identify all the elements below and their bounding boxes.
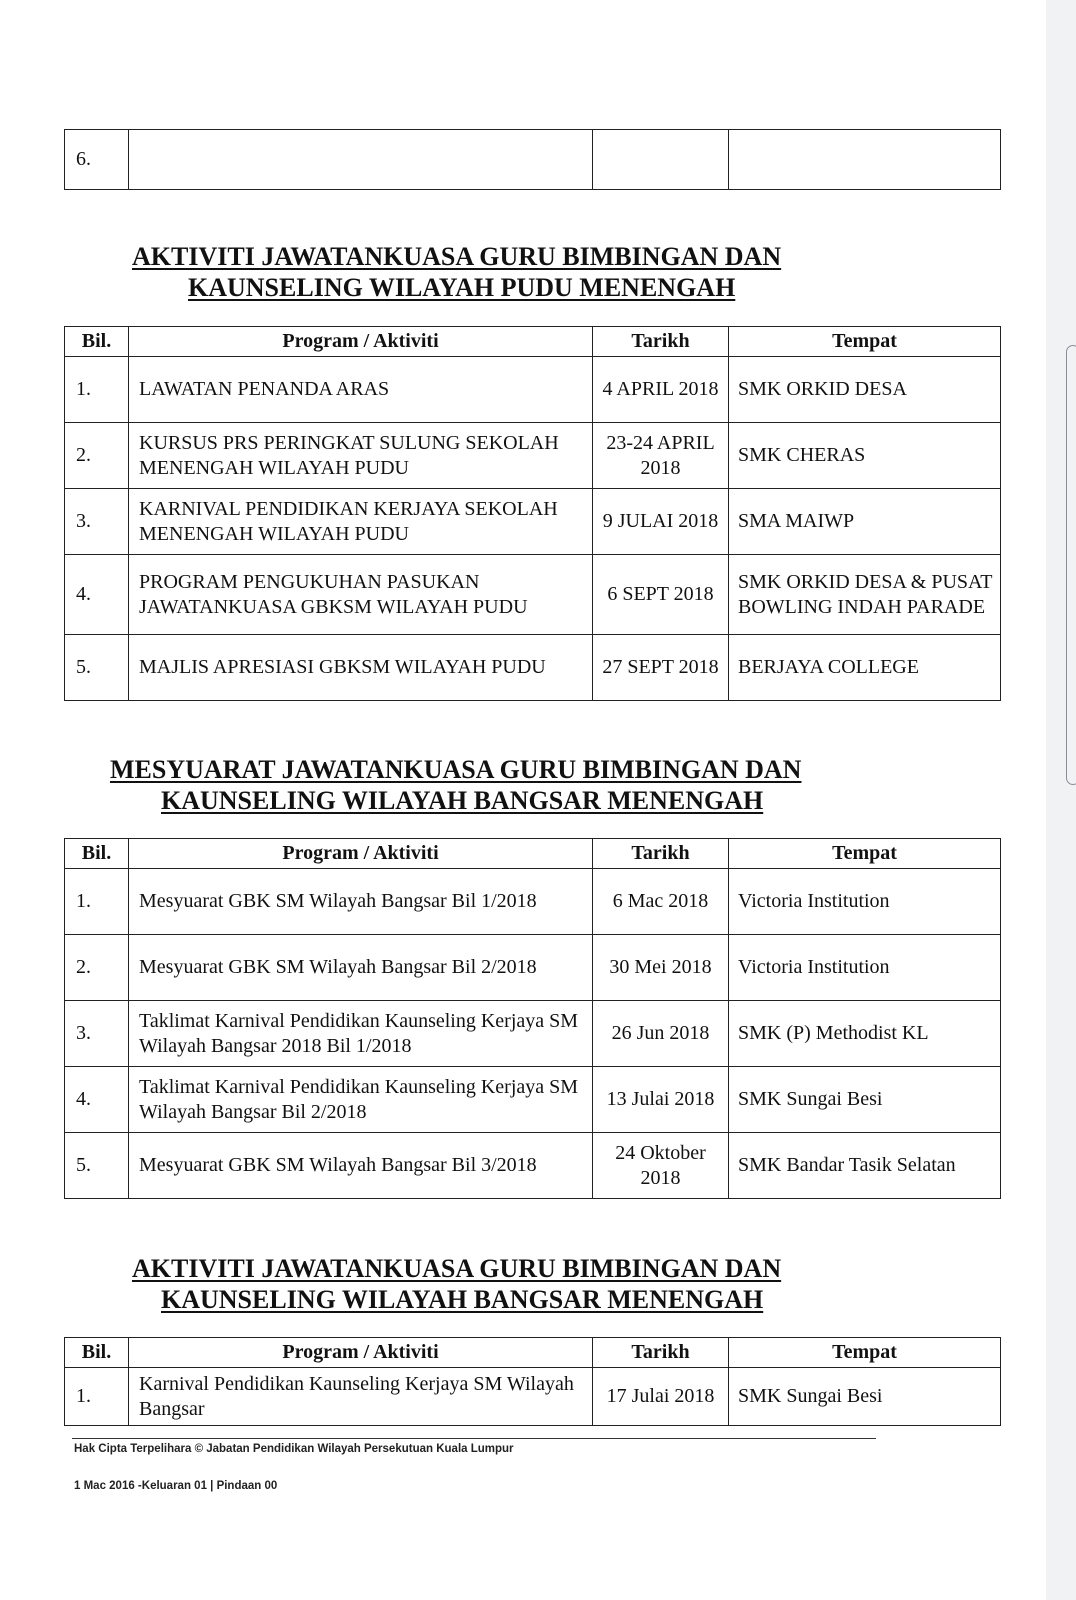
cell-bil: 4.: [65, 555, 129, 635]
cell-date: 6 Mac 2018: [593, 869, 729, 935]
section2-table: [64, 838, 1001, 1199]
section1-title-line1: AKTIVITI JAWATANKUASA GURU BIMBINGAN DAN: [132, 242, 782, 271]
section3-title-line1: AKTIVITI JAWATANKUASA GURU BIMBINGAN DAN: [132, 1254, 782, 1283]
header-place: Tempat: [729, 1338, 1001, 1368]
cell-place: Victoria Institution: [729, 869, 1001, 935]
header-program: Program / Aktiviti: [129, 327, 593, 357]
cell-program: Mesyuarat GBK SM Wilayah Bangsar Bil 2/2018: [129, 935, 593, 1001]
cell-bil: 3.: [65, 489, 129, 555]
cell-program: Taklimat Karnival Pendidikan Kaunseling Kerjaya SM Wilayah Bangsar 2018 Bil 1/2018: [129, 1001, 593, 1067]
section2-title-line1: MESYUARAT JAWATANKUASA GURU BIMBINGAN DAN: [110, 755, 802, 784]
cell-date: 17 Julai 2018: [593, 1368, 729, 1426]
section2-title-line2: KAUNSELING WILAYAH BANGSAR MENENGAH: [161, 786, 764, 815]
table-row: [65, 130, 1001, 190]
header-date: Tarikh: [593, 839, 729, 869]
table-row: [65, 1001, 1001, 1067]
table-header-row: [65, 327, 1001, 357]
table-row: [65, 555, 1001, 635]
cell-place: [729, 130, 1001, 190]
cell-date: 9 JULAI 2018: [593, 489, 729, 555]
header-date: Tarikh: [593, 327, 729, 357]
cell-program: Taklimat Karnival Pendidikan Kaunseling Kerjaya SM Wilayah Bangsar Bil 2/2018: [129, 1067, 593, 1133]
cell-program: Karnival Pendidikan Kaunseling Kerjaya SM Wilayah Bangsar: [129, 1368, 593, 1426]
cell-place: SMK Sungai Besi: [729, 1368, 1001, 1426]
cell-program: MAJLIS APRESIASI GBKSM WILAYAH PUDU: [129, 635, 593, 701]
cell-place: BERJAYA COLLEGE: [729, 635, 1001, 701]
cell-place: SMK (P) Methodist KL: [729, 1001, 1001, 1067]
cell-program: [129, 130, 593, 190]
table-row: [65, 423, 1001, 489]
cell-bil: 4.: [65, 1067, 129, 1133]
cell-place: SMK Bandar Tasik Selatan: [729, 1133, 1001, 1199]
header-program: Program / Aktiviti: [129, 839, 593, 869]
cell-bil: 5.: [65, 1133, 129, 1199]
header-bil: Bil.: [65, 839, 129, 869]
table-header-row: [65, 1338, 1001, 1368]
table-row: [65, 357, 1001, 423]
side-panel: [1046, 0, 1076, 1600]
previous-table-tail: [64, 129, 1001, 190]
cell-place: SMK CHERAS: [729, 423, 1001, 489]
section3-title-line2: KAUNSELING WILAYAH BANGSAR MENENGAH: [161, 1285, 764, 1314]
cell-place: SMK ORKID DESA: [729, 357, 1001, 423]
cell-program: KURSUS PRS PERINGKAT SULUNG SEKOLAH MENENGAH WILAYAH PUDU: [129, 423, 593, 489]
footer-copyright: Hak Cipta Terpelihara © Jabatan Pendidikan Wilayah Persekutuan Kuala Lumpur: [74, 1443, 514, 1455]
table-row: [65, 935, 1001, 1001]
cell-place: SMK Sungai Besi: [729, 1067, 1001, 1133]
table-row: [65, 869, 1001, 935]
cell-program: LAWATAN PENANDA ARAS: [129, 357, 593, 423]
cell-place: SMK ORKID DESA & PUSAT BOWLING INDAH PARADE: [729, 555, 1001, 635]
cell-date: 30 Mei 2018: [593, 935, 729, 1001]
cell-bil: 2.: [65, 935, 129, 1001]
table-row: [65, 1133, 1001, 1199]
cell-bil: 1.: [65, 869, 129, 935]
table-row: [65, 489, 1001, 555]
cell-place: SMA MAIWP: [729, 489, 1001, 555]
footer-revision: 1 Mac 2016 -Keluaran 01 | Pindaan 00: [74, 1480, 278, 1492]
scrollbar[interactable]: [1066, 345, 1076, 785]
cell-date: 4 APRIL 2018: [593, 357, 729, 423]
section1-title-line2: KAUNSELING WILAYAH PUDU MENENGAH: [188, 273, 736, 302]
header-bil: Bil.: [65, 1338, 129, 1368]
footer-divider: [72, 1438, 876, 1439]
cell-place: Victoria Institution: [729, 935, 1001, 1001]
cell-date: 27 SEPT 2018: [593, 635, 729, 701]
cell-date: 24 Oktober 2018: [593, 1133, 729, 1199]
cell-date: 6 SEPT 2018: [593, 555, 729, 635]
header-bil: Bil.: [65, 327, 129, 357]
section3-table: [64, 1337, 1001, 1426]
cell-bil: 1.: [65, 1368, 129, 1426]
cell-bil: 3.: [65, 1001, 129, 1067]
cell-program: Mesyuarat GBK SM Wilayah Bangsar Bil 3/2018: [129, 1133, 593, 1199]
cell-date: 13 Julai 2018: [593, 1067, 729, 1133]
cell-date: 23-24 APRIL 2018: [593, 423, 729, 489]
header-program: Program / Aktiviti: [129, 1338, 593, 1368]
cell-date: 26 Jun 2018: [593, 1001, 729, 1067]
cell-program: KARNIVAL PENDIDIKAN KERJAYA SEKOLAH MENENGAH WILAYAH PUDU: [129, 489, 593, 555]
table-row: [65, 1067, 1001, 1133]
section1-table: [64, 326, 1001, 701]
cell-bil: 5.: [65, 635, 129, 701]
header-place: Tempat: [729, 327, 1001, 357]
cell-program: Mesyuarat GBK SM Wilayah Bangsar Bil 1/2018: [129, 869, 593, 935]
cell-date: [593, 130, 729, 190]
table-header-row: [65, 839, 1001, 869]
cell-bil: 6.: [65, 130, 129, 190]
cell-program: PROGRAM PENGUKUHAN PASUKAN JAWATANKUASA GBKSM WILAYAH PUDU: [129, 555, 593, 635]
header-place: Tempat: [729, 839, 1001, 869]
cell-bil: 2.: [65, 423, 129, 489]
cell-bil: 1.: [65, 357, 129, 423]
table-row: [65, 635, 1001, 701]
header-date: Tarikh: [593, 1338, 729, 1368]
table-row: [65, 1368, 1001, 1426]
